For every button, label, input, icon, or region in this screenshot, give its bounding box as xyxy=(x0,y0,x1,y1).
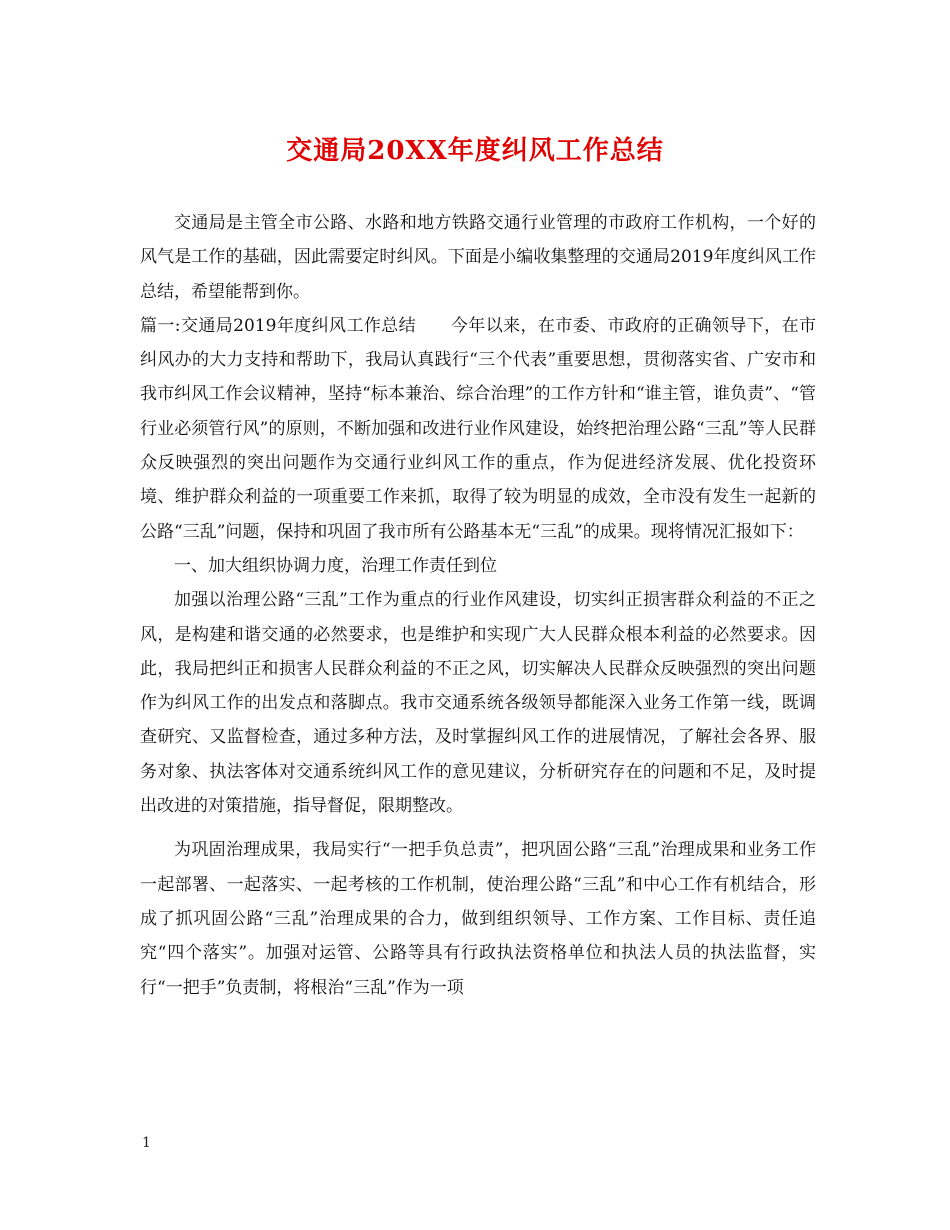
document-title: 交通局20XX年度纠风工作总结 xyxy=(286,136,664,166)
body-paragraph: 为巩固治理成果，我局实行“一把手负总责”，把巩固公路“三乱”治理成果和业务工作一起部署、一起落实、一起考核的工作机制，使治理公路“三乱”和中心工作有机结合，形成了抓巩固公路“三乱”治理成果的合力，做到组织领导、工作方案、工作目标、责任追究“四个落实”。加强对运管、公路等具有行政执法资格单位和执法人员的执法监督，实行“一把手”负责制，将根治“三乱”作为一项 xyxy=(140,840,816,998)
body-paragraph: 加强以治理公路“三乱”工作为重点的行业作风建设，切实纠正损害群众利益的不正之风，是构建和谐交通的必然要求，也是维护和实现广大人民群众根本利益的必然要求。因此，我局把纠正和损害人民群众利益的不正之风，切实解决人民群众反映强烈的突出问题作为纠风工作的出发点和落脚点。我市交通系统各级领导都能深入业务工作第一线，既调查研究、又监督检查，通过多种方法，及时掌握纠风工作的进展情况，了解社会各界、服务对象、执法客体对交通系统纠风工作的意见建议，分析研究存在的问题和不足，及时提出改进的对策措施，指导督促，限期整改。 xyxy=(140,590,816,817)
section-heading: 一、加大组织协调力度，治理工作责任到位 xyxy=(174,555,497,576)
article-one-paragraph: 篇一:交通局2019年度纠风工作总结 今年以来，在市委、市政府的正确领导下，在市纠风办的大力支持和帮助下，我局认真践行“三个代表”重要思想，贯彻落实省、广安市和我市纠风工作会议精神，坚持“标本兼治、综合治理”的工作方针和“谁主管，谁负责”、“管行业必须管行风”的原则，不断加强和改进行业作风建设，始终把治理公路“三乱”等人民群众反映强烈的突出问题作为交通行业纠风工作的重点，作为促进经济发展、优化投资环境、维护群众利益的一项重要工作来抓，取得了较为明显的成效，全市没有发生一起新的公路“三乱”问题，保持和巩固了我市所有公路基本无“三乱”的成果。现将情况汇报如下： xyxy=(140,315,816,542)
document-body xyxy=(140,206,816,1005)
intro-paragraph: 交通局是主管全市公路、水路和地方铁路交通行业管理的市政府工作机构，一个好的风气是工作的基础，因此需要定时纠风。下面是小编收集整理的交通局2019年度纠风工作总结，希望能帮到你。 xyxy=(140,213,816,302)
page-number: 1 xyxy=(142,1135,151,1151)
